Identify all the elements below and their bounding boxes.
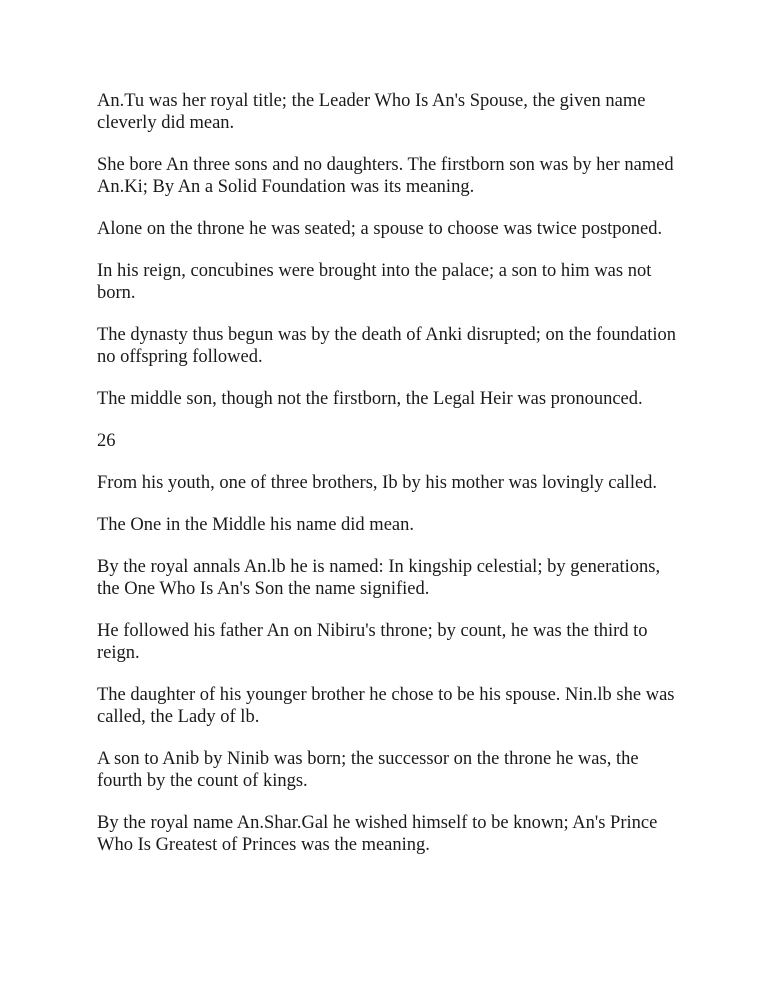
paragraph-nin-ib: The daughter of his younger brother he chose to be his spouse. Nin.lb she was called, the Lady of lb. [97,685,675,727]
paragraph-one-in-middle: The One in the Middle his name did mean. [97,515,414,535]
paragraph-royal-annals: By the royal annals An.lb he is named: In kingship celestial; by generations, the One Who Is An's Son the name signified. [97,557,661,599]
paragraph-concubines: In his reign, concubines were brought into the palace; a son to him was not born. [97,261,652,303]
document-page [97,90,687,876]
paragraph-dynasty-disrupted: The dynasty thus begun was by the death of Anki disrupted; on the foundation no offspring followed. [97,325,677,367]
paragraph-ib-youth: From his youth, one of three brothers, Ib by his mother was lovingly called. [97,473,658,493]
paragraph-three-sons: She bore An three sons and no daughters. The firstborn son was by her named An.Ki; By An a Solid Foundation was its meaning. [97,155,674,197]
paragraph-middle-son: The middle son, though not the firstborn, the Legal Heir was pronounced. [97,389,643,409]
paragraph-third-to-reign: He followed his father An on Nibiru's throne; by count, he was the third to reign. [97,621,648,663]
paragraph-an-shar-gal: By the royal name An.Shar.Gal he wished himself to be known; An's Prince Who Is Greatest of Princes was the meaning. [97,813,658,855]
paragraph-fourth-king: A son to Anib by Ninib was born; the successor on the throne he was, the fourth by the count of kings. [97,749,639,791]
paragraph-alone-on-throne: Alone on the throne he was seated; a spouse to choose was twice postponed. [97,219,663,239]
paragraph-an-tu: An.Tu was her royal title; the Leader Who Is An's Spouse, the given name cleverly did mean. [97,91,646,133]
page-number: 26 [97,431,116,451]
